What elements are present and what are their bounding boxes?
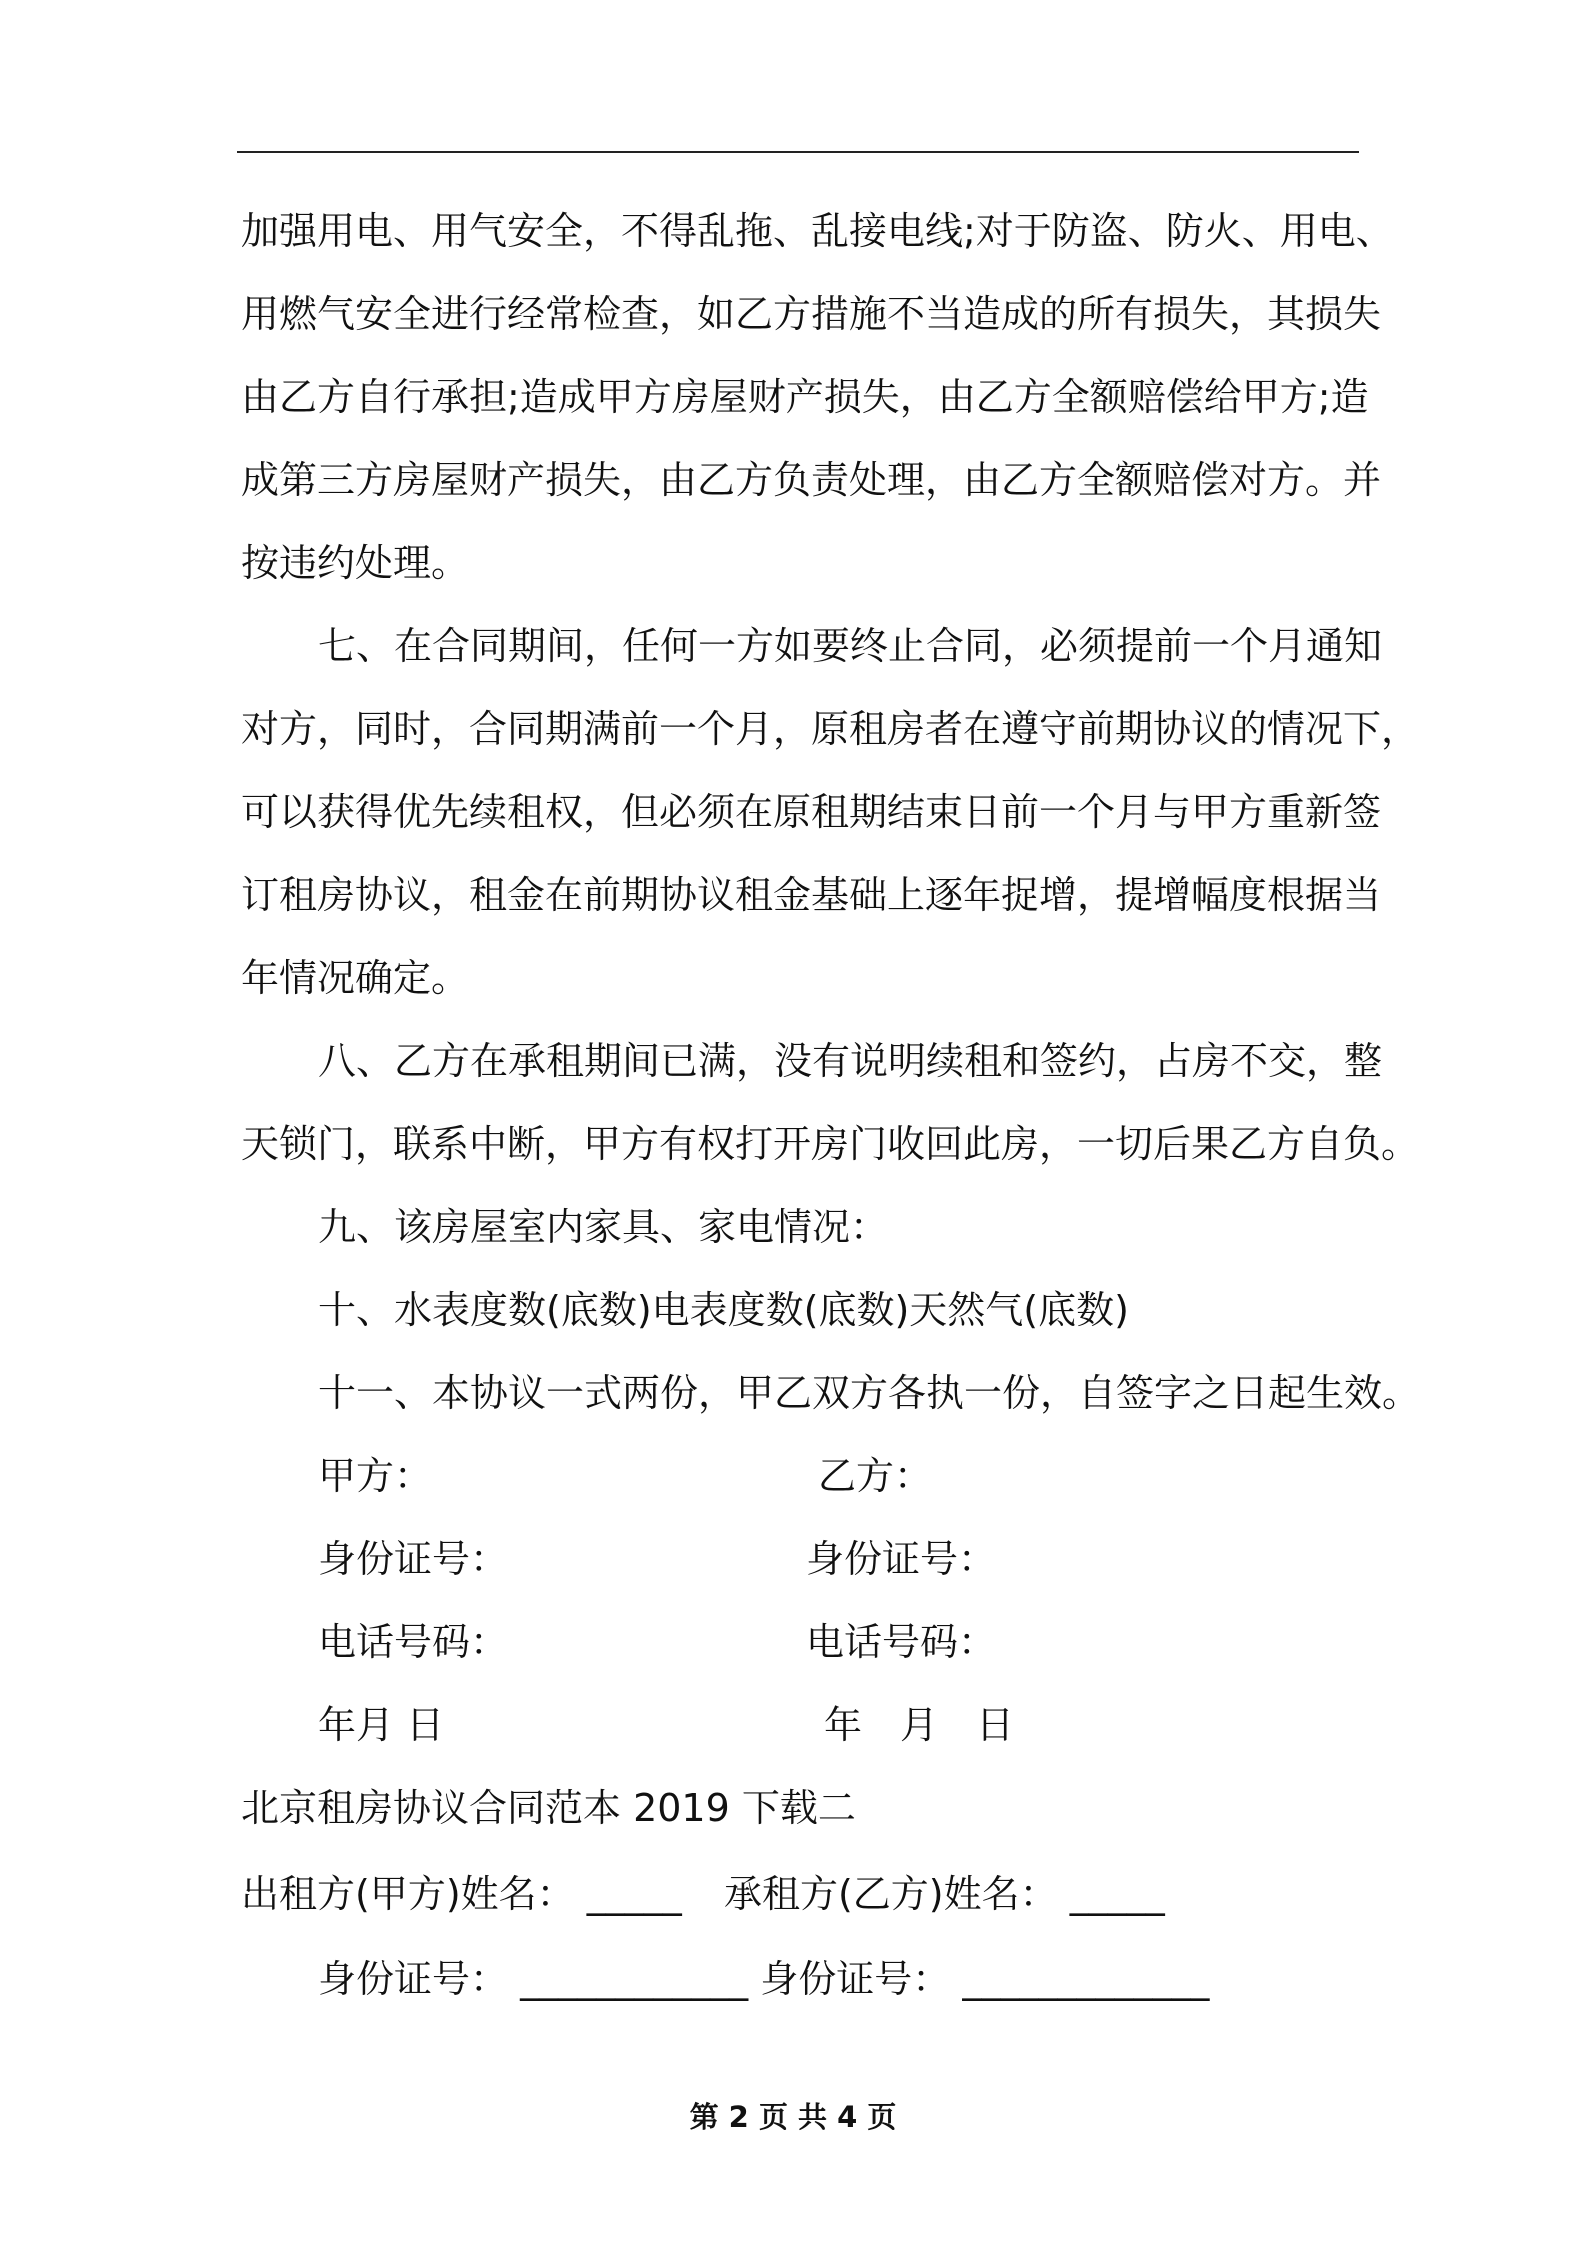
lessee-id-label: 身份证号： [760,1957,951,2001]
party-a-label: 甲方： [318,1454,433,1498]
clause-10: 十、水表度数(底数)电表度数(底数)天然气(底数) [318,1288,1129,1332]
clause-7-line-5: 年情况确定。 [241,956,470,1000]
section-title: 北京租房协议合同范本 2019 下载二 [241,1786,856,1830]
clause-11: 十一、本协议一式两份，甲乙双方各执一份，自签字之日起生效。 [318,1371,1421,1415]
body-line-4: 成第三方房屋财产损失，由乙方负责处理，由乙方全额赔偿对方。并 [241,458,1382,502]
signature-row-id [318,1533,1438,1585]
clause-8-line-1: 八、乙方在承租期间已满，没有说明续租和签约，占房不交，整 [318,1039,1383,1083]
clause-7-line-1: 七、在合同期间，任何一方如要终止合同，必须提前一个月通知 [318,624,1383,668]
lessor-name-label: 出租方(甲方)姓名： [241,1872,575,1916]
lessor-id-label: 身份证号： [318,1957,509,2001]
lessor-id-blank: ____________ [520,1957,749,2001]
date-a-label: 年月 日 [318,1703,445,1747]
signature-row-party [318,1450,1438,1502]
id-number-row [318,1953,1438,2005]
lessor-name-blank: _____ [586,1872,682,1916]
party-b-label: 乙方： [818,1454,933,1498]
lessee-name-label: 承租方(乙方)姓名： [723,1872,1058,1916]
phone-a-label: 电话号码： [318,1620,509,1664]
page-footer: 第 2 页 共 4 页 [689,2100,897,2134]
phone-b-label: 电话号码： [806,1620,997,1664]
header-rule [237,151,1359,153]
body-line-5: 按违约处理。 [241,541,470,585]
id-b-label: 身份证号： [806,1537,997,1581]
lessee-name-blank: _____ [1069,1872,1165,1916]
clause-7-line-4: 订租房协议，租金在前期协议租金基础上逐年捉增，提增幅度根据当 [241,873,1382,917]
lessee-id-blank: _____________ [962,1957,1210,2001]
clause-7-line-3: 可以获得优先续租权，但必须在原租期结束日前一个月与甲方重新签 [241,790,1382,834]
clause-9: 九、该房屋室内家具、家电情况： [318,1205,889,1249]
clause-8-line-2: 天锁门，联系中断，甲方有权打开房门收回此房，一切后果乙方自负。 [241,1122,1420,1166]
body-line-1: 加强用电、用气安全，不得乱拖、乱接电线;对于防盗、防火、用电、 [241,209,1394,253]
body-line-3: 由乙方自行承担;造成甲方房屋财产损失，由乙方全额赔偿给甲方;造 [241,375,1369,419]
lessor-lessee-row [241,1868,1361,1920]
date-b-label: 年 月 日 [824,1703,1015,1747]
id-a-label: 身份证号： [318,1537,509,1581]
body-line-2: 用燃气安全进行经常检查，如乙方措施不当造成的所有损失，其损失 [241,292,1382,336]
signature-row-date [318,1699,1438,1751]
signature-row-phone [318,1616,1438,1668]
clause-7-line-2: 对方，同时，合同期满前一个月，原租房者在遵守前期协议的情况下， [241,707,1420,751]
